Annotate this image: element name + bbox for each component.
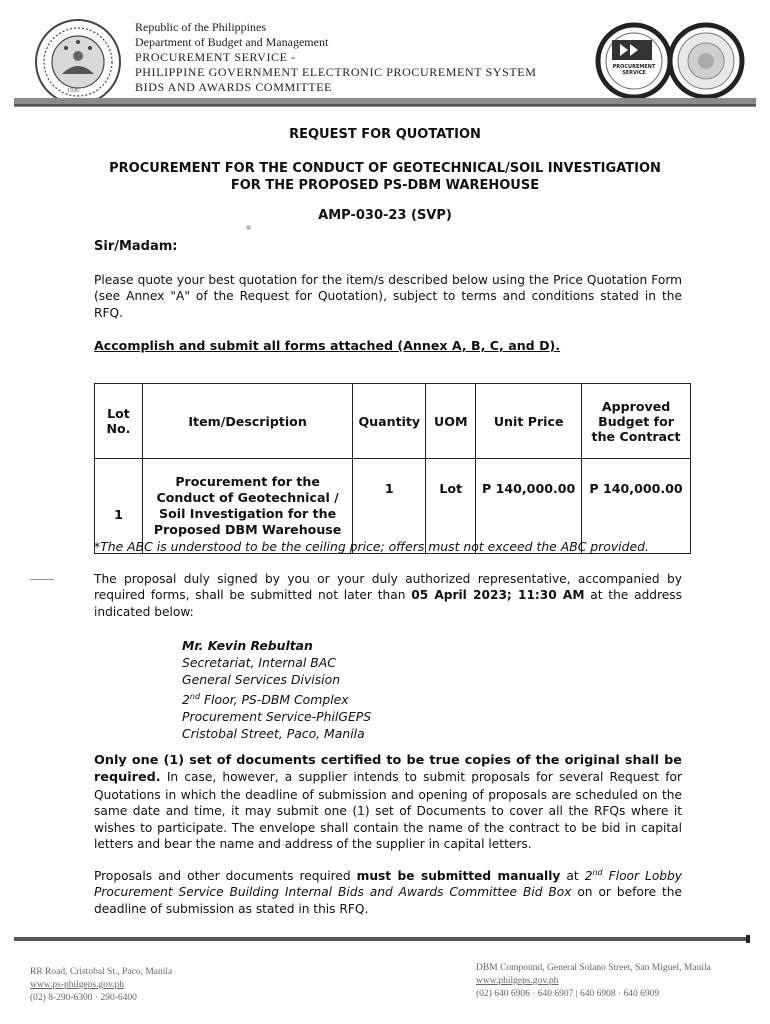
submission-deadline: 05 April 2023; 11:30 AM [411, 588, 585, 603]
copies-bold: Only one (1) set of documents certified to be true copies of the original shall be required. [94, 753, 682, 786]
letterhead-line-1: Republic of the Philippines [135, 20, 266, 34]
submission-text-after: at the address indicated below: [94, 588, 682, 619]
quotation-table [94, 383, 691, 554]
reference-number: AMP-030-23 (SVP) [318, 208, 452, 223]
annex-instruction: Accomplish and submit all forms attached (Annex A, B, C, and D). [94, 338, 561, 353]
col-abc: Approved Budget for the Contract [582, 384, 691, 459]
col-item: Item/Description [142, 384, 352, 459]
letterhead [135, 20, 537, 95]
cell-abc: P 140,000.00 [582, 459, 691, 554]
address-line-4: Procurement Service-PhilGEPS [182, 709, 372, 725]
address-line-1: Secretariat, Internal BAC [182, 655, 336, 670]
cell-item: Procurement for the Conduct of Geotechnical / Soil Investigation for the Proposed DBM Warehouse [142, 459, 352, 554]
abc-note: *The ABC is understood to be the ceiling price; offers must not exceed the ABC provided. [94, 539, 649, 554]
copies-paragraph [94, 752, 682, 852]
footer-left [30, 966, 172, 1005]
submission-paragraph [94, 571, 682, 620]
letterhead-line-5: BIDS AND AWARDS COMMITTEE [135, 80, 333, 94]
footer-rule [14, 937, 748, 941]
letterhead-line-2: Department of Budget and Management [135, 35, 329, 49]
col-quantity: Quantity [353, 384, 426, 459]
project-title [0, 160, 770, 194]
cell-unit-price: P 140,000.00 [476, 459, 582, 554]
footer-right-website[interactable]: www.philgeps.gov.ph [476, 976, 559, 986]
project-title-line-1: PROCUREMENT FOR THE CONDUCT OF GEOTECHNICAL/SOIL INVESTIGATION [109, 161, 661, 176]
cell-lot: 1 [95, 459, 143, 554]
col-unit-price: Unit Price [476, 384, 582, 459]
footer-left-website[interactable]: www.ps-philgeps.gov.ph [30, 980, 125, 990]
recipient-name: Mr. Kevin Rebultan [182, 638, 313, 653]
col-uom: UOM [426, 384, 476, 459]
submission-text-before: The proposal duly signed by you or your duly authorized representative, accompanied by required forms, shall be submitted not later than [94, 572, 682, 603]
manual-bold: must be submitted manually [356, 869, 561, 884]
logo-text-2: SERVICE [622, 70, 646, 76]
bid-box-location: Floor Lobby Procurement Service Building Internal Bids and Awards Committee Bid Box [94, 869, 682, 900]
address-line-2: General Services Division [182, 672, 341, 687]
project-title-line-2: FOR THE PROPOSED PS-DBM WAREHOUSE [230, 178, 540, 193]
header-rule-dark [14, 104, 756, 106]
table-header-row [95, 384, 691, 459]
cell-uom: Lot [426, 459, 476, 554]
scan-speck [246, 225, 251, 230]
footer-left-address: RR Road, Cristobal St., Paco, Manila [30, 967, 173, 977]
footer-right [476, 962, 711, 1001]
manual-submission-paragraph: Proposals and other documents required must be submitted manually at 2nd Floor Lobby Procurement Service Building Internal Bids and Awards Committee Bid Box on or before the deadline of submission as stated in this RFQ. [94, 868, 682, 916]
submission-address [182, 637, 371, 742]
footer-right-phone: (02) 640 6906 · 640 6907 | 640 6908 · 640 6909 [476, 989, 660, 999]
address-line-3: 2nd Floor, PS-DBM Complex [182, 692, 349, 708]
ps-philgeps-logo-icon [594, 22, 752, 100]
letterhead-line-4: PHILIPPINE GOVERNMENT ELECTRONIC PROCUREMENT SYSTEM [135, 65, 537, 79]
cell-quantity: 1 [353, 459, 426, 554]
address-line-5: Cristobal Street, Paco, Manila [182, 726, 365, 742]
salutation: Sir/Madam: [94, 239, 178, 254]
margin-mark [30, 579, 54, 580]
footer-left-phone: (02) 8-290-6300 · 290-6400 [30, 993, 137, 1003]
copies-rest: In case, however, a supplier intends to submit proposals for several Request for Quotations in which the deadline of submission and opening of proposals are scheduled on the same date and time, it may submit one (1) set of Documents to cover all the RFQs where it wishes to participate. The envelope shall contain the name of the contract to be bid in capital letters and bear the name and address of the supplier in capital letters. [94, 770, 682, 852]
letterhead-line-3: PROCUREMENT SERVICE - [135, 50, 296, 64]
seal-year: 1936 [67, 88, 79, 94]
footer-right-address: DBM Compound, General Solano Street, San Miguel, Manila [476, 963, 711, 973]
col-lot: Lot No. [95, 384, 143, 459]
footer-rule-end [746, 935, 750, 943]
intro-paragraph: Please quote your best quotation for the item/s described below using the Price Quotation Form (see Annex "A" of the Request for Quotation), subject to terms and conditions stated in the RFQ. [94, 273, 682, 320]
logo-text-1: PROCUREMENT [612, 64, 656, 70]
document-title: REQUEST FOR QUOTATION [289, 127, 481, 142]
